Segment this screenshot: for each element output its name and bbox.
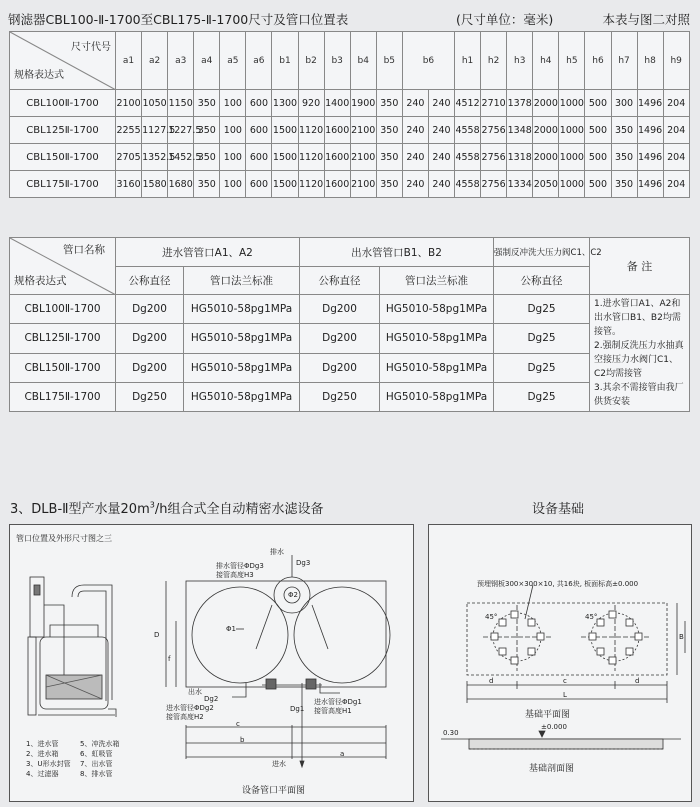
legend-item: 3、U形水封管 [26, 760, 71, 768]
pipe-table-header-1 [10, 238, 690, 267]
table-cell: 1496 [637, 117, 663, 144]
table-cell: 500 [585, 117, 611, 144]
elevation-label-2: 0.30 [443, 729, 459, 737]
dim-b-label: b [240, 736, 245, 744]
outlet-flange-header: 管口法兰标准 [380, 267, 494, 295]
table-cell: 1600 [324, 144, 350, 171]
inlet-group-header: 进水管管口A1、A2 [116, 238, 300, 267]
legend-item: 4、过滤器 [26, 770, 59, 778]
column-header: h3 [507, 32, 533, 90]
table-cell: 1580 [142, 171, 168, 198]
pipe-table [9, 237, 690, 412]
table-cell: HG5010-58pg1MPa [380, 382, 494, 411]
table-cell: 1227.5 [168, 117, 194, 144]
column-header: b4 [350, 32, 376, 90]
table-cell: HG5010-58pg1MPa [380, 324, 494, 353]
legend-item: 1、进水管 [26, 740, 59, 748]
table-corner-cell [10, 32, 116, 90]
table-row [10, 171, 690, 198]
outlet-group-header: 出水管管口B1、B2 [300, 238, 494, 267]
table-row [10, 295, 690, 324]
table-cell: 1600 [324, 117, 350, 144]
table-row [10, 353, 690, 382]
dim-a-label: a [340, 750, 345, 758]
phi2-label: Φ2 [288, 591, 298, 599]
table-row [10, 144, 690, 171]
inlet-diameter-header: 公称直径 [116, 267, 184, 295]
table-cell: 1500 [272, 117, 298, 144]
drawing-panel-title: 管口位置及外形尺寸图之三 [16, 534, 112, 543]
table-cell: 100 [220, 90, 246, 117]
embed-note: 预埋钢板300×300×10, 共16块, 板面标高±0.000 [477, 580, 639, 588]
table-cell: 600 [246, 90, 272, 117]
table-row [10, 382, 690, 411]
row-spec: CBL175Ⅱ-1700 [10, 382, 116, 411]
dim-c-label-2: c [563, 677, 567, 685]
dim-d-label: d [489, 677, 494, 685]
table-cell: 1150 [168, 90, 194, 117]
dg1-label: Dg1 [290, 705, 305, 713]
table-cell: 204 [663, 171, 689, 198]
table-cell: 3160 [116, 171, 142, 198]
column-header: h7 [611, 32, 637, 90]
row-spec: CBL175Ⅱ-1700 [10, 171, 116, 198]
table-cell: 600 [246, 117, 272, 144]
table-cell: 350 [376, 90, 402, 117]
table-cell: 1600 [324, 171, 350, 198]
dim-f-label: f [168, 655, 171, 663]
column-header: h4 [533, 32, 559, 90]
section-title [10, 498, 323, 517]
table-cell: 1120 [298, 171, 324, 198]
table-cell: 2100 [350, 117, 376, 144]
plan-caption: 基础平面图 [525, 710, 571, 720]
table-cell: 1000 [559, 144, 585, 171]
table-cell: Dg250 [300, 382, 380, 411]
table-cell: 350 [611, 171, 637, 198]
table-cell: 1500 [272, 144, 298, 171]
section-title-suffix: /h组合式全自动精密水滤设备 [154, 502, 324, 517]
column-header: a1 [116, 32, 142, 90]
table-cell: 350 [194, 117, 220, 144]
table-cell: 240 [402, 144, 428, 171]
table-cell: 1050 [142, 90, 168, 117]
table-cell: Dg25 [494, 295, 590, 324]
corner-bottom-label: 规格表达式 [14, 275, 67, 287]
valve-diameter-header: 公称直径 [494, 267, 590, 295]
table-cell: 500 [585, 144, 611, 171]
table-cell: Dg200 [300, 324, 380, 353]
table-cell: 300 [611, 90, 637, 117]
column-header: h2 [481, 32, 507, 90]
table-cell: 4512 [455, 90, 481, 117]
table-cell: 1352.5 [142, 144, 168, 171]
table-cell: 204 [663, 144, 689, 171]
pipe-table-corner [10, 238, 116, 295]
table-cell: 350 [611, 144, 637, 171]
table-cell: 350 [376, 171, 402, 198]
table-cell: Dg200 [116, 353, 184, 382]
table-cell: 1127.5 [142, 117, 168, 144]
row-spec: CBL100Ⅱ-1700 [10, 295, 116, 324]
dim-L-label: L [563, 691, 567, 699]
table-cell: 2000 [533, 90, 559, 117]
table-cell: 1500 [272, 171, 298, 198]
column-header: b1 [272, 32, 298, 90]
table-cell: 2756 [481, 171, 507, 198]
column-header: b6 [402, 32, 454, 90]
inlet-flange-header: 管口法兰标准 [184, 267, 300, 295]
table-cell: 2100 [116, 90, 142, 117]
column-header: a3 [168, 32, 194, 90]
drain-top-label: 排水 [270, 548, 284, 556]
table-cell: 1496 [637, 171, 663, 198]
legend-item: 6、虹吸管 [80, 750, 113, 758]
outlet-diameter-header: 公称直径 [300, 267, 380, 295]
table-cell: 1400 [324, 90, 350, 117]
column-header: h9 [663, 32, 689, 90]
table-cell: 600 [246, 171, 272, 198]
column-header: h6 [585, 32, 611, 90]
table-cell: 2705 [116, 144, 142, 171]
corner-top-label: 尺寸代号 [71, 42, 111, 53]
out-pipe-label: 进水管径ΦDg1 [314, 698, 362, 706]
table-cell: 1348 [507, 117, 533, 144]
corner-bottom-label: 规格表达式 [14, 70, 64, 81]
water-out-label: 出水 [188, 688, 202, 696]
table-cell: Dg25 [494, 324, 590, 353]
table-cell: Dg200 [300, 353, 380, 382]
legend-item: 5、冲洗水箱 [80, 740, 120, 748]
table-cell: 1496 [637, 90, 663, 117]
water-in-label: 进水 [272, 760, 286, 768]
angle-label: 45° [485, 613, 498, 621]
table-cell: 920 [298, 90, 324, 117]
remark-line: 1.进水管口A1、A2和出水管口B1、B2均需接管。 [594, 299, 681, 337]
row-spec: CBL125Ⅱ-1700 [10, 324, 116, 353]
table-cell: 350 [611, 117, 637, 144]
legend-item: 8、排水管 [80, 770, 113, 778]
table-cell: 2000 [533, 144, 559, 171]
foundation-drawing-panel [428, 524, 692, 802]
drawing-caption: 设备管口平面图 [242, 786, 306, 796]
reference-note: 本表与图二对照 [602, 12, 690, 27]
table-cell: 204 [663, 90, 689, 117]
table-cell: 350 [376, 117, 402, 144]
remarks-header: 备 注 [590, 238, 690, 295]
table-cell: 1000 [559, 117, 585, 144]
table-cell: 1496 [637, 144, 663, 171]
table-cell: Dg200 [300, 295, 380, 324]
equipment-drawing-panel [9, 524, 414, 802]
table-cell: Dg200 [116, 324, 184, 353]
dim-D-label: D [154, 631, 160, 639]
column-header: b5 [376, 32, 402, 90]
column-header: a2 [142, 32, 168, 90]
table-row [10, 324, 690, 353]
dim-c-label: c [236, 720, 240, 728]
table-cell: 4558 [455, 171, 481, 198]
table-cell: HG5010-58pg1MPa [184, 295, 300, 324]
phi1-label: Φ1 [226, 625, 236, 633]
angle-label-2: 45° [585, 613, 598, 621]
row-spec: CBL150Ⅱ-1700 [10, 144, 116, 171]
table-cell: HG5010-58pg1MPa [380, 353, 494, 382]
table-cell: HG5010-58pg1MPa [380, 295, 494, 324]
table-cell: 2710 [481, 90, 507, 117]
table-cell: 2100 [350, 144, 376, 171]
table-cell: 1680 [168, 171, 194, 198]
table-cell: 2050 [533, 171, 559, 198]
table-cell: 4558 [455, 117, 481, 144]
table-cell: 100 [220, 144, 246, 171]
remarks-cell [590, 295, 690, 412]
table-cell: Dg25 [494, 382, 590, 411]
table-cell: 2100 [350, 171, 376, 198]
table-cell: 2756 [481, 117, 507, 144]
table-cell: 1334 [507, 171, 533, 198]
remark-line: 3.其余不需接管由我厂供货安装 [594, 383, 684, 407]
column-header: b3 [324, 32, 350, 90]
table-cell: 4558 [455, 144, 481, 171]
table-cell: 2000 [533, 117, 559, 144]
table-cell: 1000 [559, 171, 585, 198]
section-caption: 基础剖面图 [529, 764, 575, 774]
table-cell: 240 [402, 171, 428, 198]
table-cell: 1318 [507, 144, 533, 171]
table-cell: 240 [428, 90, 454, 117]
table-cell: 2255 [116, 117, 142, 144]
table-cell: 500 [585, 90, 611, 117]
table-cell: 1000 [559, 90, 585, 117]
table-cell: 100 [220, 117, 246, 144]
table-cell: HG5010-58pg1MPa [184, 382, 300, 411]
table-cell: 240 [428, 171, 454, 198]
table-cell: 600 [246, 144, 272, 171]
conn-h2-label: 接管高度H2 [166, 713, 204, 721]
page-title: 钢滤器CBL100-Ⅱ-1700至CBL175-Ⅱ-1700尺寸及管口位置表 [8, 12, 349, 27]
table-cell: 240 [402, 90, 428, 117]
dim-B-label: B [679, 633, 684, 641]
table-cell: 350 [194, 90, 220, 117]
column-header: a6 [246, 32, 272, 90]
corner-top-label: 管口名称 [63, 244, 105, 256]
table-cell: 350 [376, 144, 402, 171]
column-header: a5 [220, 32, 246, 90]
column-header: a4 [194, 32, 220, 90]
dim-d-label-2: d [635, 677, 640, 685]
row-spec: CBL150Ⅱ-1700 [10, 353, 116, 382]
conn-h3-label: 接管高度H3 [216, 571, 254, 579]
table-cell: 1120 [298, 144, 324, 171]
table-header-row [10, 32, 690, 90]
table-cell: 350 [194, 171, 220, 198]
section-title-sup: 3 [149, 500, 155, 510]
elevation-label: ±0.000 [541, 723, 567, 731]
title-row [8, 8, 692, 30]
dg2-label: Dg2 [204, 695, 219, 703]
table-cell: 204 [663, 117, 689, 144]
table-cell: HG5010-58pg1MPa [184, 353, 300, 382]
table-cell: 500 [585, 171, 611, 198]
table-cell: 240 [402, 117, 428, 144]
table-cell: Dg25 [494, 353, 590, 382]
column-header: h1 [455, 32, 481, 90]
table-cell: 350 [194, 144, 220, 171]
unit-note: (尺寸单位：毫米) [456, 12, 554, 27]
table-row [10, 90, 690, 117]
table-row [10, 117, 690, 144]
table-cell: Dg250 [116, 382, 184, 411]
legend-item: 7、出水管 [80, 760, 113, 768]
column-header: h8 [637, 32, 663, 90]
column-header: b2 [298, 32, 324, 90]
legend-item: 2、进水箱 [26, 750, 59, 758]
row-spec: CBL100Ⅱ-1700 [10, 90, 116, 117]
conn-h1-label: 接管高度H1 [314, 707, 352, 715]
table-cell: HG5010-58pg1MPa [184, 324, 300, 353]
table-cell: 2756 [481, 144, 507, 171]
column-header: h5 [559, 32, 585, 90]
table-cell: Dg200 [116, 295, 184, 324]
table-cell: 1120 [298, 117, 324, 144]
table-cell: 240 [428, 144, 454, 171]
table-cell: 1378 [507, 90, 533, 117]
valve-group-header: 强制反冲洗大压力阀C1、C2 [494, 238, 590, 267]
dimension-table [9, 31, 690, 198]
drain-pipe-label: 排水管径ΦDg3 [216, 562, 264, 570]
table-cell: 1900 [350, 90, 376, 117]
inlet-pipe-label: 进水管径ΦDg2 [166, 704, 214, 712]
table-cell: 1452.5 [168, 144, 194, 171]
table-cell: 1300 [272, 90, 298, 117]
table-cell: 240 [428, 117, 454, 144]
dg3-label: Dg3 [296, 559, 311, 567]
table-cell: 100 [220, 171, 246, 198]
row-spec: CBL125Ⅱ-1700 [10, 117, 116, 144]
remark-line: 2.强制反洗压力水抽真空接压力水阀门C1、C2均需接管 [594, 341, 684, 379]
section-title-prefix: 3、DLB-Ⅱ型产水量20m [10, 502, 150, 517]
base-section-title: 设备基础 [532, 502, 585, 517]
